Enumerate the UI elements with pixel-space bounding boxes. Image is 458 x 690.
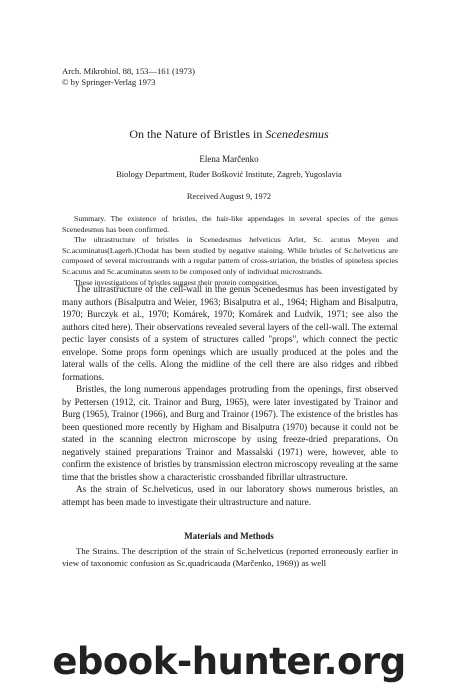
body-paragraph: The ultrastructure of the cell-wall in the genus Scenedesmus has been investigated by many authors (Bisalputra and Weier, 1963; Bisalputra et al., 1964; Higham and Bisalputra, 1970; Burczyk et al., 1970; Komárek, 1970; Komárek and Ludvik, 1971; see also the authors cited here). Their observations revealed several layers of the cell-wall. The external pectic layer consists of a system of structures called "props", which connect the pectic envelope. Some props form openings which are usually produced at the poles and the lateral walls of the cells. Along the midline of the cell there are also ridges and ribbed formations.	[62, 284, 398, 382]
title-main: On the Nature of Bristles in	[129, 127, 266, 141]
abstract	[62, 214, 398, 288]
received-date: Received August 9, 1972	[186, 192, 272, 201]
abstract-paragraph: The ultrastructure of bristles in Scenedesmus helveticus Arlet, Sc. acutus Meyen and Sc.acuminatus(Lagerh.)Chodat has been studied by negative staining. While bristles of Sc.helveticus are composed of several microstrands with a regular pattern of cross-striation, the bristles of spineless species Sc.acutus and Sc.acuminatus seem to be composed only of individual microstrands.	[62, 235, 398, 276]
section-heading: Materials and Methods	[184, 531, 274, 541]
body-paragraph: Bristles, the long numerous appendages protruding from the openings, first observed by Pettersen (1912, cit. Trainor and Burg, 1965), were later investigated by Trainor and Burg (1965), Trainor (1966), and Burg and Trainor (1967). The existence of the bristles has been questioned more recently by Higham and Bisalputra (1970) because it could not be stated in the scanning electron microscope by using freeze-dried preparations. On negatively stained preparations Trainor and Massalski (1971) were, however, able to confirm the existence of bristles by transmission electron microscopy revealing at the same time that the bristles show a characteristic crossbanded fibrillar ultrastructure.	[62, 384, 398, 482]
author-affiliation: Biology Department, Ruđer Bošković Institute, Zagreb, Yugoslavia	[116, 170, 342, 179]
copyright-notice: © by Springer-Verlag 1973	[62, 77, 156, 87]
body-paragraph: As the strain of Sc.helveticus, used in our laboratory shows numerous bristles, an attempt has been made to investigate their ultrastructure and nature.	[62, 484, 398, 507]
journal-citation: Arch. Mikrobiol. 88, 153—161 (1973)	[62, 66, 195, 76]
journal-header	[62, 66, 195, 88]
abstract-paragraph: Summary. The existence of bristles, the hair-like appendages in several species of the genus Scenedesmus has been confirmed.	[62, 214, 398, 234]
title-genus: Scenedesmus	[265, 127, 329, 141]
methods-paragraph: The Strains. The description of the strain of Sc.helveticus (reported erroneously earlier in view of taxonomic confusion as Sc.quadricauda (Marčenko, 1969)) as well	[62, 546, 398, 568]
abstract-paragraph: These investigations of bristles suggest their protein composition.	[74, 277, 279, 287]
author-name: Elena Marčenko	[199, 154, 259, 164]
paper-title	[0, 127, 458, 142]
site-watermark: ebook-hunter.org	[52, 640, 406, 683]
methods-section	[62, 546, 398, 569]
introduction	[62, 283, 398, 508]
